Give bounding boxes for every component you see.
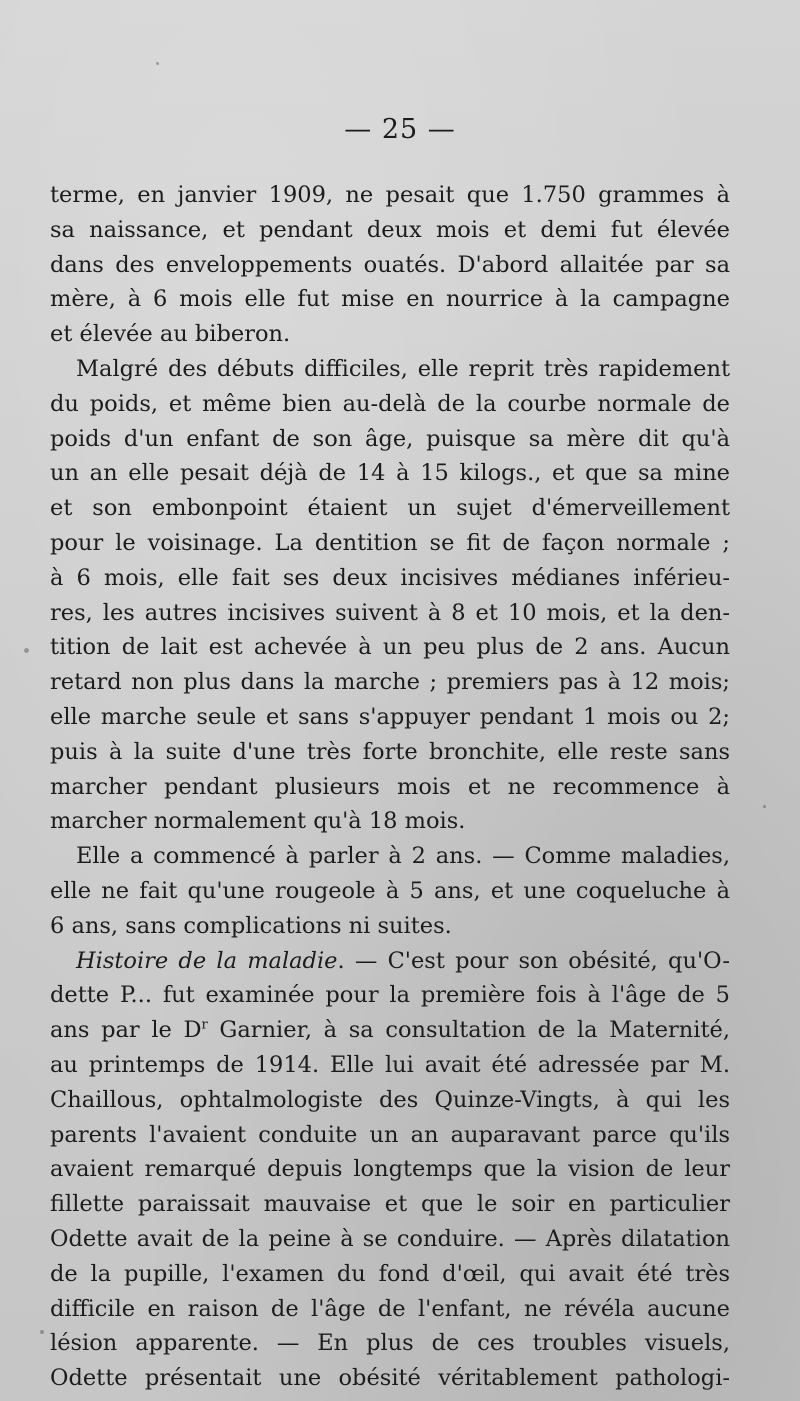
text-line: sa naissance, et pendant deux mois et demi fut élevée — [50, 216, 730, 243]
section-heading-italic: Histoire de la maladie — [76, 947, 338, 974]
text-line: elle ne fait qu'une rougeole à 5 ans, et une coqueluche à — [50, 877, 730, 904]
text-line: elle marche seule et sans s'appuyer pendant 1 mois ou 2; — [50, 703, 730, 730]
text-line: pour le voisinage. La dentition se fit de façon normale ; — [50, 529, 730, 556]
text-line: puis à la suite d'une très forte bronchite, elle reste sans — [50, 738, 730, 765]
text-line: avaient remarqué depuis longtemps que la vision de leur — [50, 1156, 730, 1183]
text-line: lésion apparente. — En plus de ces troubles visuels, — [50, 1330, 730, 1357]
text-line: fillette paraissait mauvaise et que le soir en particulier — [50, 1191, 730, 1218]
text-line: Chaillous, ophtalmologiste des Quinze-Vingts, à qui les — [50, 1086, 730, 1113]
text-line: parents l'avaient conduite un an auparavant parce qu'ils — [50, 1121, 730, 1148]
text-line: et son embonpoint étaient un sujet d'émerveillement — [50, 495, 730, 522]
text-line: mère, à 6 mois elle fut mise en nourrice à la campagne — [50, 286, 730, 313]
paper-speck — [156, 62, 159, 65]
text-line: Malgré des débuts difficiles, elle reprit très rapidement — [76, 355, 730, 382]
text-line: dette P... fut examinée pour la première fois à l'âge de 5 — [50, 982, 730, 1009]
paper-speck — [763, 805, 766, 808]
paper-speck — [40, 1330, 44, 1334]
text-line-histoire — [50, 944, 730, 979]
text-run: ans par le D — [50, 1017, 202, 1044]
text-line: poids d'un enfant de son âge, puisque sa mère dit qu'à — [50, 425, 730, 452]
text-line: terme, en janvier 1909, ne pesait que 1.750 grammes à — [50, 182, 730, 208]
text-line: marcher pendant plusieurs mois et ne recommence à — [50, 773, 730, 800]
text-line: Odette avait de la peine à se conduire. — Après dilatation — [50, 1225, 730, 1252]
text-line: dans des enveloppements ouatés. D'abord allaitée par sa — [50, 251, 730, 278]
text-line: au printemps de 1914. Elle lui avait été adressée par M. — [50, 1051, 730, 1078]
text-line: tition de lait est achevée à un peu plus de 2 ans. Aucun — [50, 634, 730, 661]
text-line: Elle a commencé à parler à 2 ans. — Comme maladies, — [76, 843, 730, 870]
text-line: res, les autres incisives suivent à 8 et 10 mois, et la den- — [50, 599, 730, 626]
text-run: Garnier, à sa consultation de la Maternité, — [207, 1017, 730, 1044]
text-line: de la pupille, l'examen du fond d'œil, qui avait été très — [50, 1260, 730, 1287]
text-line-docteur — [50, 1013, 730, 1048]
page-number: — 25 — — [344, 114, 456, 145]
text-line: et élevée au biberon. — [50, 321, 291, 348]
text-line: du poids, et même bien au-delà de la courbe normale de — [50, 390, 730, 417]
text-line: marcher normalement qu'à 18 mois. — [50, 808, 466, 835]
superscript: r — [201, 1017, 208, 1033]
text-line: difficile en raison de l'âge de l'enfant, ne révéla aucune — [50, 1295, 730, 1322]
text-run: . — C'est pour son obésité, qu'O- — [337, 947, 730, 974]
paper-speck — [24, 648, 29, 653]
text-line: un an elle pesait déjà de 14 à 15 kilogs., et que sa mine — [50, 460, 730, 487]
text-line: 6 ans, sans complications ni suites. — [50, 912, 452, 939]
body-text — [50, 178, 730, 1396]
text-line: Odette présentait une obésité véritablement pathologi- — [50, 1365, 730, 1392]
text-line: à 6 mois, elle fait ses deux incisives médianes inférieu- — [50, 564, 730, 591]
text-line: retard non plus dans la marche ; premiers pas à 12 mois; — [50, 669, 730, 696]
